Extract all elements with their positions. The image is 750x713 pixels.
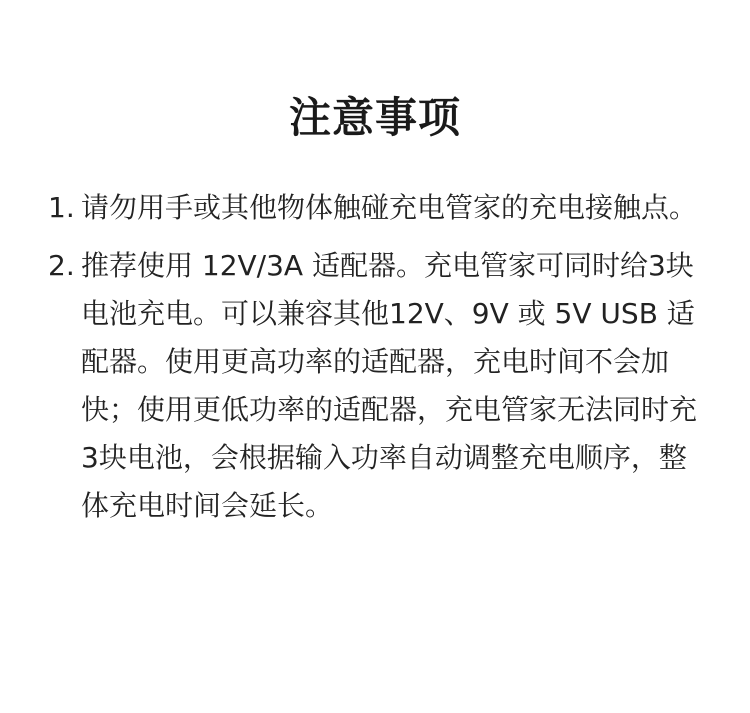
page-title: 注意事项 (288, 93, 461, 142)
list-item-text: 请勿用手或其他物体触碰充电管家的充电接触点。 (81, 191, 698, 224)
notice-list (48, 184, 708, 530)
list-item-text: 推荐使用 12V/3A 适配器。充电管家可同时给3块电池充电。可以兼容其他12V、9V 或 5V USB 适配器。使用更高功率的适配器，充电时间不会加快；使用更低功率的适配器，充电管家无法同时充3块电池，会根据输入功率自动调整充电顺序，整体充电时间会延长。 (81, 249, 698, 522)
list-item-number: 1. (48, 191, 75, 224)
list-item (48, 242, 708, 530)
list-item-number: 2. (48, 249, 75, 282)
list-item (48, 184, 708, 232)
